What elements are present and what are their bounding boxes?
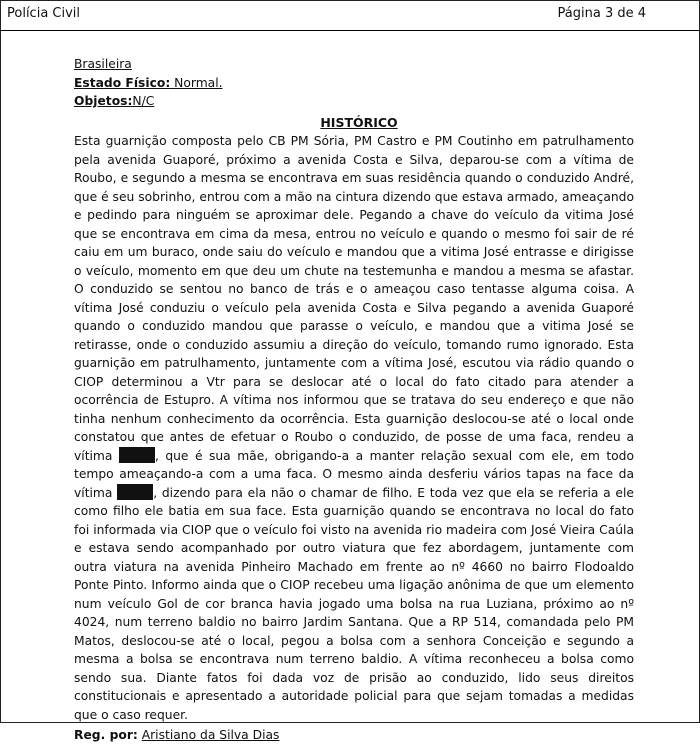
- header-org: Polícia Civil: [7, 6, 81, 21]
- reg-por-row: [74, 726, 634, 745]
- historico-part-1: Esta guarnição composta pelo CB PM Sória, PM Castro e PM Coutinho em patrulhamento pela avenida Guaporé, próximo a avenida Costa e Silva, deparou-se com a vítima de Roubo, e segundo a mesma se encontrava em suas residência quando o conduzido André, que é seu sobrinho, entrou com a mão na cintura dizendo que estava armado, ameaçando e pedindo para ninguém se aproximar dele. Pegando a chave do veículo da vitima José que se encontrava em cima da mesa, entrou no veículo e quando o mesmo foi sair de ré caiu em um buraco, onde saiu do veículo e mandou que a vitima José entrasse e dirigisse o veículo, momento em que deu um chute na testemunha e mandou a mesma se afastar. O conduzido se sentou no banco de trás e o ameaçou caso tentasse alguma coisa. A vítima José conduziu o veículo pela avenida Costa e Silva pegando a avenida Guaporé quando o conduzido mandou que parasse o veículo, e mandou que a vitima José se retirasse, onde o conduzido assumiu a direção do veículo, tomando rumo ignorado. Esta guarnição em patrulhamento, juntamente com a vítima José, escutou via rádio quando o CIOP determinou a Vtr para se deslocar até o local do fato citado para atender a ocorrência de Estupro. A vítima nos informou que se tratava do seu endereço e que não tinha nenhum conhecimento da ocorrência. Esta guarnição deslocou-se até o local onde constatou que antes de efetuar o Roubo o conduzido, de posse de uma faca, rendeu a vítima: [74, 134, 634, 463]
- objetos-label: Objetos:: [74, 94, 133, 108]
- reg-por-value: Aristiano da Silva Dias: [141, 728, 280, 742]
- nationality-row: [74, 55, 634, 74]
- estado-fisico-label: Estado Físico:: [74, 75, 171, 90]
- redaction-box: [117, 484, 153, 500]
- redaction-box: [119, 447, 155, 463]
- header-page-number: Página 3 de 4: [557, 6, 646, 21]
- document-body: [74, 55, 634, 745]
- historico-text: [74, 132, 634, 724]
- reg-por-label: Reg. por:: [74, 728, 138, 742]
- historico-part-2: , que é sua mãe, obrigando-a a manter relação sexual com ele, em todo tempo ameaçando-a com a uma faca. O mesmo ainda desferiu vários tapas na face da vítima: [74, 448, 634, 500]
- nationality-value: Brasileira: [74, 57, 132, 71]
- estado-fisico-value: Normal.: [170, 75, 223, 90]
- historico-part-3: , dizendo para ela não o chamar de filho. E toda vez que ela se referia a ele como filho ele batia em sua face. Esta guarnição quando se encontrava no local do fato foi informada via CIOP que o veículo foi visto na avenida rio madeira com José Vieira Caúla e estava sendo acompanhado por outro viatura que fez abordagem, juntamente com outra viatura na avenida Pinheiro Machado em frente ao nº 4660 no bairro Flodoaldo Ponte Pinto. Informo ainda que o CIOP recebeu uma ligação anônima de que um elemento num veículo Gol de cor branca havia jogado uma bolsa na rua Luziana, próximo ao nº 4024, num terreno baldio no bairro Jardim Santana. Que a RP 514, comandada pelo PM Matos, deslocou-se até o local, pegou a bolsa com a senhora Conceição e segundo a mesma a bolsa se encontrava num terreno baldio. A vítima reconheceu a bolsa como sendo sua. Diante fatos foi dada voz de prisão ao conduzido, lido seus direitos constitucionais e apresentado a autoridade policial para que sejam tomadas a medidas que o caso requer.: [74, 485, 634, 722]
- estado-fisico-row: [74, 74, 634, 93]
- historico-title: HISTÓRICO: [320, 114, 398, 130]
- page-header: [0, 0, 700, 31]
- objetos-value: N/C: [132, 94, 155, 108]
- objetos-row: [74, 92, 634, 111]
